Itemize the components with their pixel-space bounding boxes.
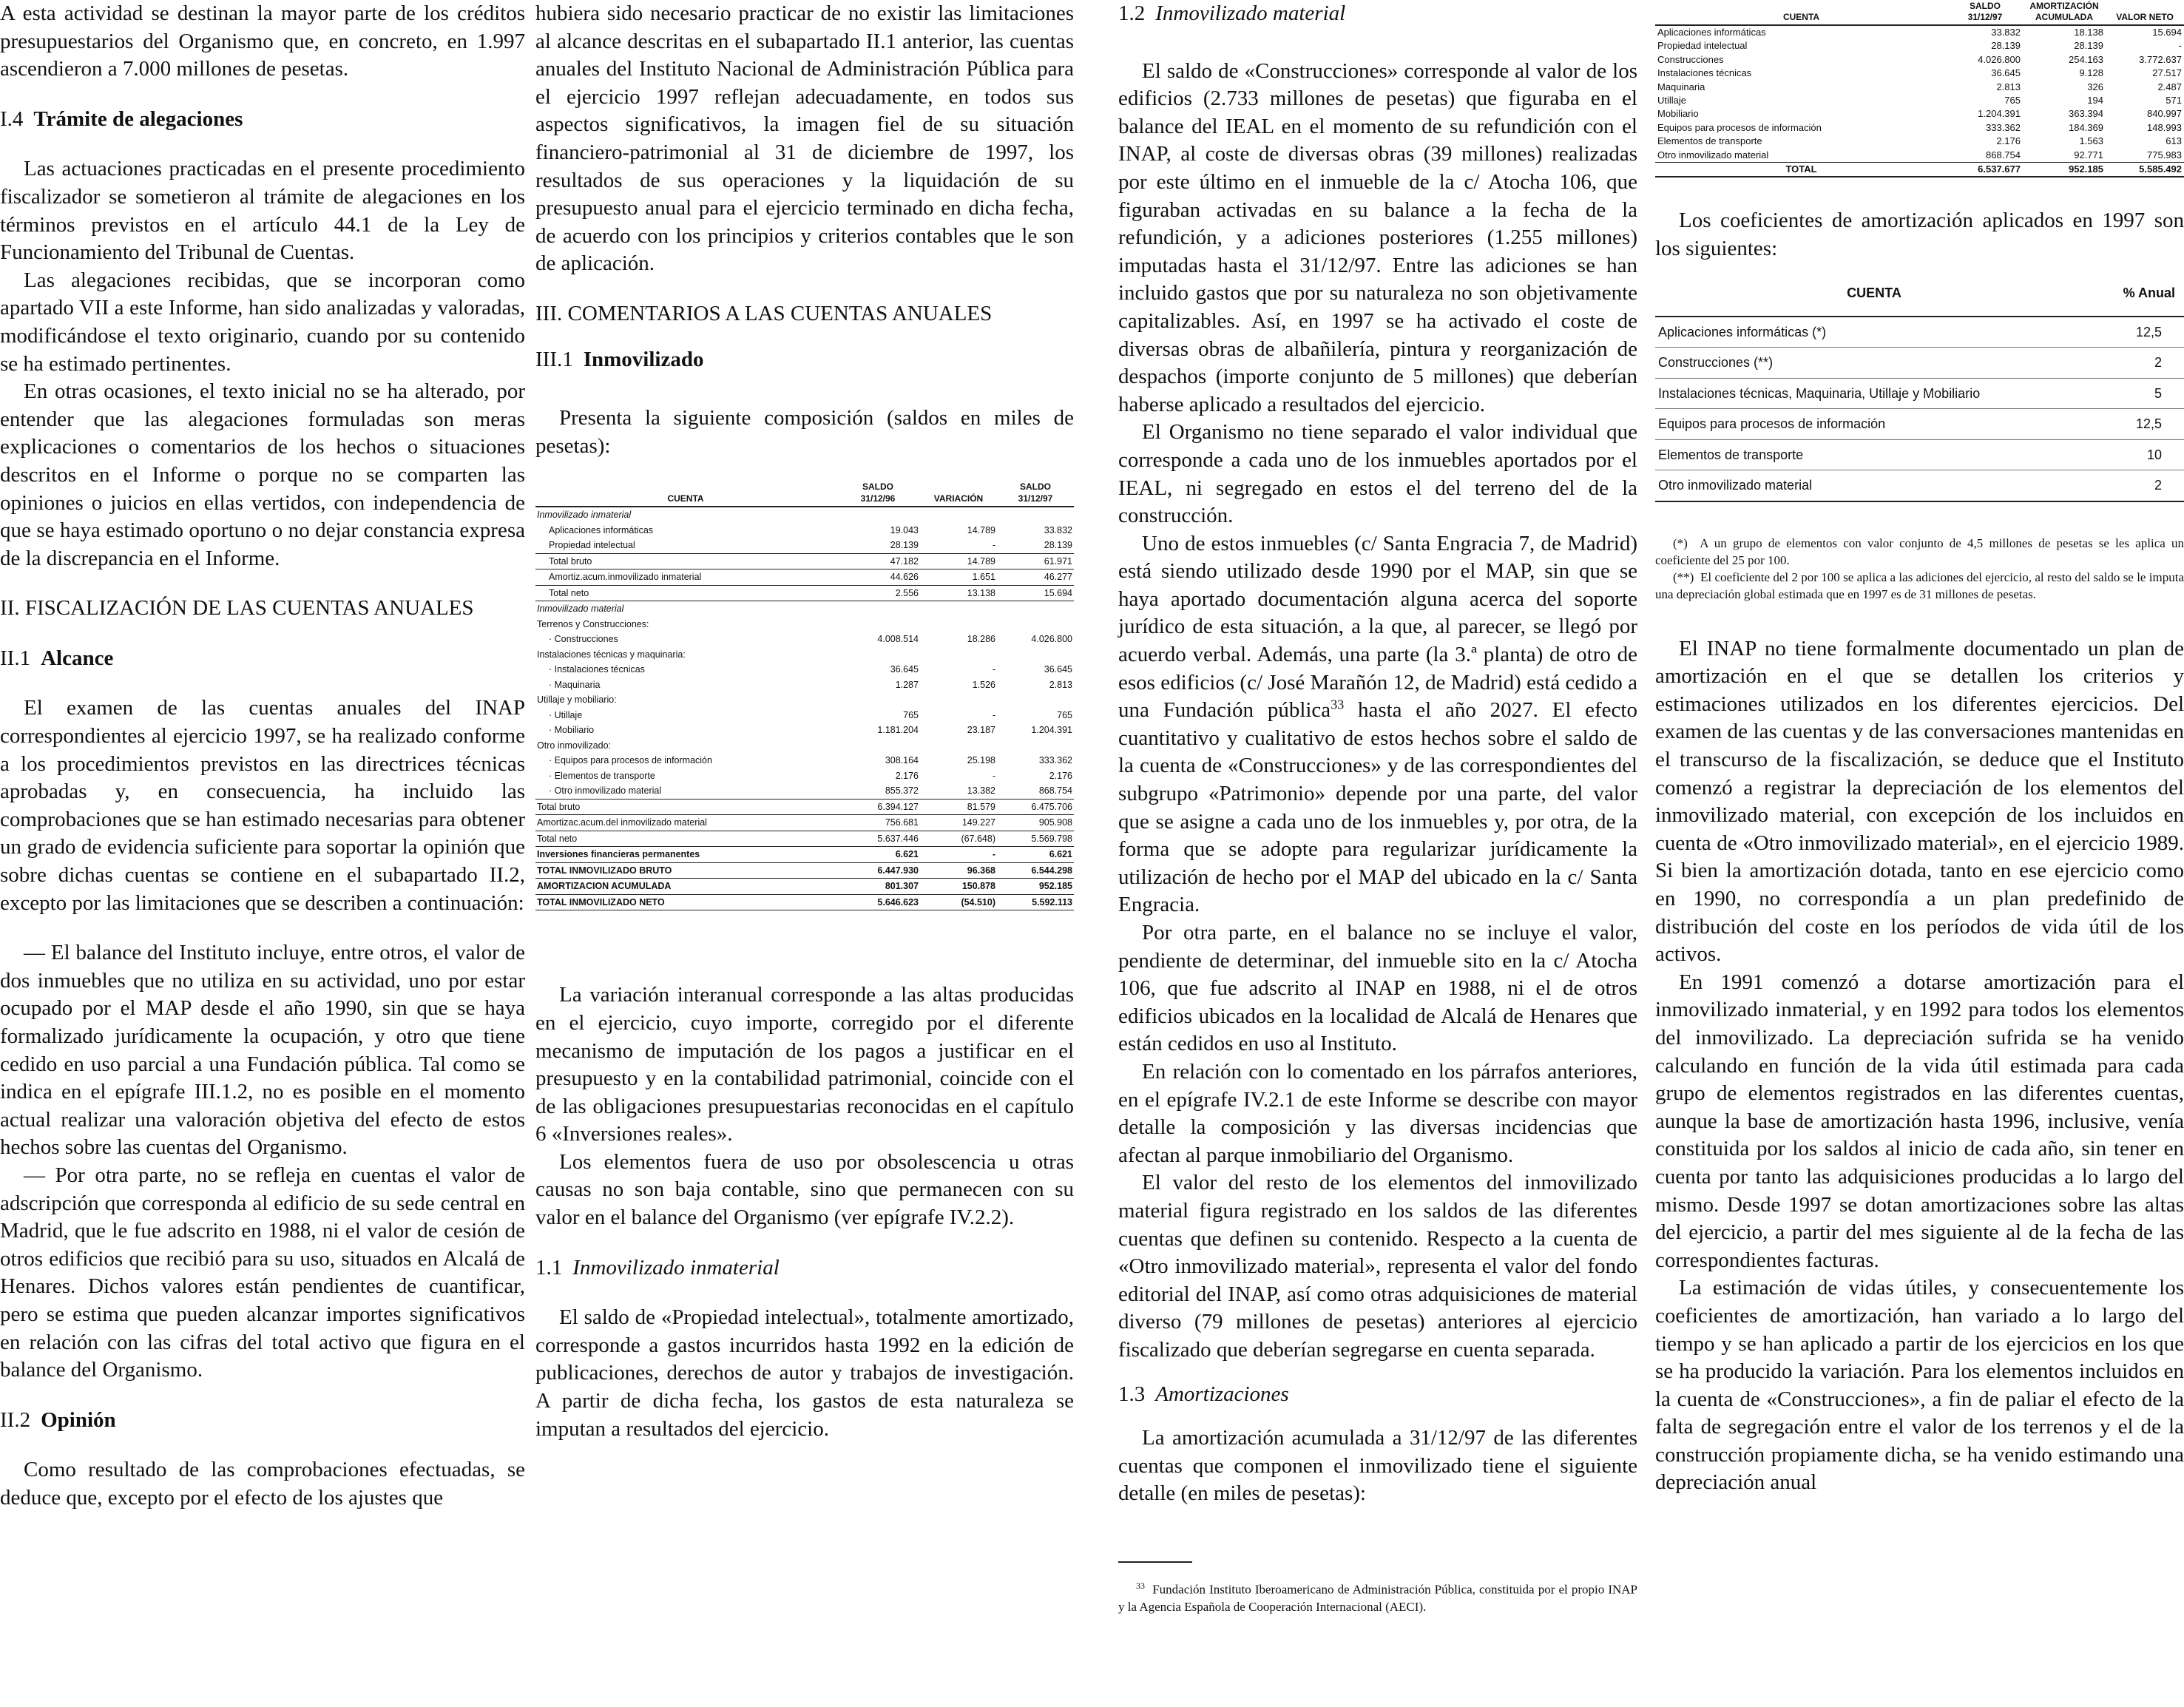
table1-cell-label: · Utillaje — [549, 709, 583, 720]
table3-row — [1655, 439, 2184, 470]
table1-row — [535, 647, 1074, 663]
table1-row — [535, 662, 1074, 677]
paragraph-variacion: La variación interanual corresponde a las altas producidas en el ejercicio, cuyo importe, corregido por el diferente mecanismo de imputación de los pagos a justificar en el presupuesto y en la contabilidad patrimonial, coincide con el de las obligaciones presupuestarias reconocidas en el capítulo 6 «Inversiones reales». — [535, 983, 1074, 1146]
table1-row — [535, 617, 1074, 632]
table2-cell-label: Propiedad intelectual — [1657, 40, 1748, 52]
heading-material: 1.2 Inmovilizado material — [1118, 1, 1346, 25]
paragraph-fuera-uso: Los elementos fuera de uso por obsolescencia u otras causas no son baja contable, sino que permanecen con su valor en el balance del Organismo (ver epígrafe IV.2.2). — [535, 1149, 1074, 1230]
table1-cell-label: Inversiones financieras permanentes — [535, 847, 836, 863]
table1-cell-value: 2.556 — [836, 585, 920, 601]
table1-cell-value: 19.043 — [890, 524, 919, 535]
table1-cell-value — [920, 601, 997, 617]
table1-cell-value: 2.813 — [1049, 679, 1072, 690]
table3-cell-label: Elementos de transporte — [1655, 439, 2093, 470]
paragraph-coeficientes: Los coeficientes de amortización aplicados en 1997 son los siguientes: — [1655, 209, 2184, 261]
table2-total-row: TOTAL 6.537.677 952.185 5.585.492 — [1655, 163, 2184, 178]
table2-cell-value: 765 — [2004, 95, 2021, 107]
table2-row — [1655, 81, 2184, 94]
table1-cell-value — [836, 738, 920, 754]
table2-cell-value: 3.772.637 — [2139, 53, 2182, 65]
paragraph-propiedad: El saldo de «Propiedad intelectual», totalmente amortizado, corresponde a gastos incurridos hasta 1992 en la edición de publicaciones, derechos de autor y trabajos de investigación. A partir de dicha fecha, los gastos de esta naturaleza se imputan a resultados del ejercicio. — [535, 1305, 1074, 1441]
table2-cell-value: 333.362 — [1986, 121, 2021, 133]
table2-cell-label: Construcciones — [1657, 53, 1724, 65]
heading-inmaterial: 1.1 Inmovilizado inmaterial — [535, 1255, 780, 1280]
table2-cell-value: 571 — [2166, 95, 2182, 107]
paragraph-alegaciones-3: En otras ocasiones, el texto inicial no se ha alterado, por entender que las alegaciones formuladas son meras explicaciones o comentarios de los hechos o situaciones descritos en el Informe o porque no se comparten las opiniones o juicios en ellas vertidos, con independencia de que se haya estimado oportuno o no dejar constancia expresa de la discrepancia en el Informe. — [0, 379, 525, 570]
table3-cell-label: Aplicaciones informáticas (*) — [1655, 317, 2093, 348]
table1-cell-value: - — [992, 540, 995, 551]
table2-row — [1655, 94, 2184, 107]
table1-cell-label: · Mobiliario — [549, 725, 595, 736]
table1-cell-value — [920, 507, 997, 523]
table3-header-pct: % Anual — [2123, 285, 2175, 301]
table1-cell-value: 5.646.623 — [836, 894, 920, 910]
table1-cell-value: 47.182 — [836, 553, 920, 569]
footnote-ref-33: 33 — [1331, 697, 1345, 712]
paragraph-resto: El valor del resto de los elementos del inmovilizado material figura registrado en los saldos de las diferentes cuentas que definen su contenido. Respecto a la cuenta de «Otro inmovilizado material», representa el valor del fondo editorial del INAP, así como otras adquisiciones de material diverso (79 millones de pesetas) anteriores al ejercicio fiscalizado que deberían segregarse en cuenta separada. — [1118, 1171, 1637, 1362]
table2-cell-value: 18.138 — [2074, 27, 2103, 38]
table1-row — [535, 523, 1074, 538]
table1-cell-value: 13.382 — [967, 785, 995, 797]
table1-cell-value — [997, 738, 1074, 754]
table1-row — [535, 708, 1074, 723]
table2-cell-value: 2.487 — [2157, 81, 2182, 92]
table1-cell-value: 15.694 — [997, 585, 1074, 601]
table1-cell-value: (67.648) — [920, 831, 997, 847]
column-1 — [0, 0, 525, 1512]
table2-cell-value: 363.394 — [2069, 108, 2103, 120]
table1-cell-value: 2.176 — [895, 770, 919, 781]
table1-cell-value: 333.362 — [1038, 755, 1072, 766]
table1-cell-value: 5.637.446 — [836, 831, 920, 847]
table1-cell-value: 6.447.930 — [836, 862, 920, 879]
table3-cell-value: 10 — [2093, 439, 2184, 470]
table2-cell-label: Mobiliario — [1657, 108, 1699, 120]
table2-cell-label: Instalaciones técnicas — [1657, 67, 1752, 79]
table1-header-variacion: VARIACIÓN — [933, 493, 984, 504]
table3-row — [1655, 348, 2184, 379]
table3-cell-label: Equipos para procesos de información — [1655, 409, 2093, 440]
table1-cell-value — [997, 647, 1074, 663]
table1-cell-value: 308.164 — [885, 755, 919, 766]
table3-cell-label: Instalaciones técnicas, Maquinaria, Utillaje y Mobiliario — [1655, 378, 2093, 409]
table3-cell-value: 2 — [2093, 470, 2184, 501]
paragraph-construcciones: El saldo de «Construcciones» corresponde al valor de los edificios (2.733 millones de pesetas) que figuraba en el balance del IEAL en el momento de su refundición con el INAP, al coste de diversas obras (39 millones) realizadas por este último en el inmueble de la c/ Atocha 106, que figuraban activadas en su balance a la fecha de la refundición, y a adiciones posteriores (1.255 millones) imputadas hasta el 31/12/97. Entre las adiciones se han incluido gastos que por su naturaleza no son objetivamente capitalizables. Así, en 1997 se ha activado el coste de diversas obras de albañilería, pintura y reorganización de despachos (importe conjunto de 5 millones) que deberían haberse aplicado a resultados del ejercicio. — [1118, 58, 1637, 416]
table1-cell-value: 6.621 — [997, 847, 1074, 863]
table1-cell-value: 61.971 — [997, 553, 1074, 569]
table1-cell-value — [836, 692, 920, 708]
table1-cell-value: 765 — [1057, 709, 1072, 720]
table1-cell-value: 14.789 — [920, 553, 997, 569]
table1-cell-value — [836, 601, 920, 617]
table1-row — [535, 585, 1074, 601]
table1-cell-label: Utillaje y mobiliario: — [537, 694, 617, 706]
table1-cell-label: · Construcciones — [549, 634, 618, 645]
table1-cell-value: 28.139 — [890, 540, 919, 551]
table3-cell-label: Otro inmovilizado material — [1655, 470, 2093, 501]
table1-cell-value: 905.908 — [997, 815, 1074, 831]
paragraph-alegaciones-1: Las actuaciones practicadas en el presente procedimiento fiscalizador se sometieron al trámite de alegaciones en los términos previstos en el artículo 44.1 de la Ley de Funcionamiento del Tribunal de Cuentas. — [0, 157, 525, 265]
table1-cell-label: AMORTIZACION ACUMULADA — [535, 879, 836, 895]
table1-cell-value: 25.198 — [967, 755, 995, 766]
table2-row — [1655, 53, 2184, 67]
table2-cell-value: 613 — [2166, 135, 2182, 147]
table1-cell-value: 4.026.800 — [1031, 634, 1072, 645]
table1-row — [535, 799, 1074, 815]
table1-cell-value: 36.645 — [1044, 664, 1072, 675]
table1-cell-value: 96.368 — [920, 862, 997, 879]
table2-header-cuenta: CUENTA — [1782, 12, 1820, 22]
table1-cell-value: 6.475.706 — [997, 799, 1074, 815]
table1-cell-value: 81.579 — [920, 799, 997, 815]
table1-row — [535, 538, 1074, 553]
table1-header-saldo96: SALDO 31/12/96 — [860, 481, 896, 504]
table1-cell-value: 4.008.514 — [877, 634, 919, 645]
table2-cell-label: Aplicaciones informáticas — [1657, 27, 1766, 38]
table1-cell-value — [997, 507, 1074, 523]
heading-opinion: II.2 Opinión — [0, 1407, 116, 1432]
table1-row — [535, 831, 1074, 847]
table2-row — [1655, 25, 2184, 39]
table1-cell-label: Instalaciones técnicas y maquinaria: — [537, 649, 686, 660]
heading-fiscalizacion: II. FISCALIZACIÓN DE LAS CUENTAS ANUALES — [0, 596, 474, 621]
table-coeficientes — [1655, 272, 2184, 502]
paragraph-alcance-2: — El balance del Instituto incluye, entre otros, el valor de dos inmuebles que no utiliza en su actividad, uno por estar ocupado por el MAP desde el año 1990, sin que se haya formalizado jurídicamente la ocupación, y otro que tiene cedido en uso parcial a una Fundación pública. Tal como se indica en el epígrafe III.1.2, no es posible en el momento actual realizar una valoración objetiva del efecto de estos hechos sobre las cuentas del Organismo. — [0, 941, 525, 1160]
table1-row — [535, 723, 1074, 738]
table1-cell-value — [920, 617, 997, 632]
table1-cell-value: - — [992, 709, 995, 720]
table1-cell-value: 6.394.127 — [836, 799, 920, 815]
table1-cell-value: 801.307 — [836, 879, 920, 895]
table1-row — [535, 894, 1074, 910]
table1-cell-value: 1.287 — [895, 679, 919, 690]
table1-cell-value: 44.626 — [836, 569, 920, 586]
column-3 — [1118, 0, 1637, 1615]
paragraph-relacion: En relación con lo comentado en los párrafos anteriores, en el epígrafe IV.2.1 de este Informe se describe con mayor detalle la composición y las diversas incidencias que afectan al parque inmobiliario del Organismo. — [1118, 1059, 1637, 1167]
table2-cell-value: 194 — [2087, 95, 2103, 107]
table1-cell-label: Total bruto — [535, 553, 836, 569]
table1-header-cuenta: CUENTA — [667, 493, 704, 504]
table1-cell-value: 5.592.113 — [997, 894, 1074, 910]
table2-row — [1655, 107, 2184, 121]
table2-cell-label: Utillaje — [1657, 95, 1687, 107]
table1-cell-label: Otro inmovilizado: — [537, 740, 612, 751]
table2-cell-value: 36.645 — [1991, 67, 2021, 79]
table1-cell-value — [920, 692, 997, 708]
footnote-asterisk-1: (*) A un grupo de elementos con valor conjunto de 4,5 millones de pesetas se les aplica un coeficiente del 25 por 100. — [1655, 535, 2184, 567]
paragraph-separado: El Organismo no tiene separado el valor individual que corresponde a cada uno de los inmuebles aportados por el IEAL, ni segregado en estos el del terreno del de la construcción. — [1118, 420, 1637, 528]
table1-cell-label: Propiedad intelectual — [549, 540, 635, 551]
table2-row — [1655, 67, 2184, 80]
table1-cell-label: TOTAL INMOVILIZADO NETO — [535, 894, 836, 910]
table1-cell-value: 6.621 — [836, 847, 920, 863]
table1-row — [535, 847, 1074, 863]
table2-cell-label: Maquinaria — [1657, 81, 1705, 92]
paragraph-amortizacion: La amortización acumulada a 31/12/97 de las diferentes cuentas que componen el inmovilizado tiene el siguiente detalle (en miles de pesetas): — [1118, 1426, 1637, 1506]
table1-row — [535, 692, 1074, 708]
table1-row — [535, 553, 1074, 569]
table1-cell-value: 149.227 — [920, 815, 997, 831]
table1-cell-value: 36.645 — [890, 664, 919, 675]
table1-cell-value: - — [992, 664, 995, 675]
table3-cell-value: 2 — [2093, 348, 2184, 379]
table2-cell-value: 15.694 — [2152, 27, 2182, 38]
paragraph-intro: A esta actividad se destinan la mayor parte de los créditos presupuestarios del Organismo que, en concreto, en 1.997 ascendieron a 7.000 millones de pesetas. — [0, 1, 525, 81]
table3-cell-label: Construcciones (**) — [1655, 348, 2093, 379]
column-2 — [535, 0, 1074, 1443]
table2-cell-value: 184.369 — [2069, 121, 2103, 133]
paragraph-santa-engracia: Uno de estos inmuebles (c/ Santa Engracia 7, de Madrid) está siendo utilizado desde 1990 por el MAP, sin que se haya aportado documentación alguna acerca del soporte jurídico de esta situación, a la que, al parecer, se llegó por acuerdo verbal. Además, una parte (la 3.ª planta) de otro de esos edificios (c/ José Marañón 12, de Madrid) está cedido a una Fundación pública$^{33}$ hasta el año 2027. El efecto cuantitativo y cualitativo de estos hechos sobre el saldo de la cuenta de «Construcciones» y de las correspondientes del subgrupo «Patrimonio» depende por una parte, del valor que se asigne a cada uno de los inmuebles y, por otra, de la forma que se adopte para regularizar jurídicamente la utilización de hecho por el MAP del ubicado en la c/ Santa Engracia. — [1118, 531, 1637, 917]
table2-cell-label: Equipos para procesos de información — [1657, 121, 1822, 133]
table1-row — [535, 768, 1074, 784]
table2-row — [1655, 39, 2184, 53]
table2-cell-value: 254.163 — [2069, 53, 2103, 65]
table1-row — [535, 879, 1074, 895]
table1-cell-value: - — [920, 847, 997, 863]
table2-cell-label: Elementos de transporte — [1657, 135, 1762, 147]
table1-row — [535, 569, 1074, 586]
table1-row — [535, 783, 1074, 799]
footnote-33: $^{33}$ Fundación Instituto Iberoamericano de Administración Pública, constituida por el propio INAP y la Agencia Española de Cooperación Internacional (AECI). — [1118, 1580, 1637, 1614]
table1-cell-value: - — [992, 770, 995, 781]
table2-cell-value: 1.204.391 — [1978, 108, 2021, 120]
table3-header-cuenta: CUENTA — [1847, 285, 1901, 301]
table1-row — [535, 753, 1074, 768]
table1-row — [535, 507, 1074, 523]
table1-cell-value: 855.372 — [885, 785, 919, 797]
table1-cell-value: 46.277 — [997, 569, 1074, 586]
table1-cell-value: 13.138 — [920, 585, 997, 601]
table1-cell-label: Total neto — [535, 831, 836, 847]
table3-cell-value: 12,5 — [2093, 317, 2184, 348]
paragraph-alcance-1: El examen de las cuentas anuales del INAP correspondientes al ejercicio 1997, se ha realizado conforme a los procedimientos previstos en las directrices técnicas aprobadas y, en consecuencia, ha incluido las comprobaciones que se han estimado necesarias para obtener un grado de evidencia suficiente para soportar la opinión que sobre dichas cuentas se contiene en el subapartado II.2, excepto por las limitaciones que se describen a continuación: — [0, 696, 525, 915]
table2-cell-value: 1.563 — [2079, 135, 2103, 147]
table2-header-valor-neto: VALOR NETO — [2116, 12, 2174, 22]
table-composicion-inmovilizado — [535, 481, 1074, 910]
column-4 — [1655, 0, 2184, 1497]
table2-cell-label: Otro inmovilizado material — [1657, 149, 1769, 160]
table1-cell-label: · Otro inmovilizado material — [549, 785, 662, 797]
table1-cell-value: 1.181.204 — [877, 725, 919, 736]
table1-cell-value — [836, 617, 920, 632]
table2-cell-value: 92.771 — [2074, 149, 2103, 160]
paragraph-opinion-cont: hubiera sido necesario practicar de no existir las limitaciones al alcance descritas en el subapartado II.1 anterior, las cuentas anuales del Instituto Nacional de Administración Pública para el ejercicio 1997 reflejan adecuadamente, en todos sus aspectos significativos, la imagen fiel de su situación financiero-patrimonial al 31 de diciembre de 1997, los resultados de sus operaciones y la liquidación de su presupuesto anual para el ejercicio terminado en dicha fecha, de acuerdo con los principios y criterios contables que le son de aplicación. — [535, 1, 1074, 276]
table1-cell-label: · Maquinaria — [549, 679, 601, 690]
table1-cell-label: · Equipos para procesos de información — [549, 755, 712, 766]
table1-header-saldo97: SALDO 31/12/97 — [1018, 481, 1053, 504]
table1-cell-label: · Instalaciones técnicas — [549, 664, 645, 675]
table1-cell-value: 18.286 — [967, 634, 995, 645]
paragraph-opinion: Como resultado de las comprobaciones efectuadas, se deduce que, excepto por el efecto de los ajustes que — [0, 1458, 525, 1510]
table2-cell-value: 2.813 — [1996, 81, 2021, 92]
table1-cell-label: Aplicaciones informáticas — [549, 524, 654, 535]
table1-cell-value: 868.754 — [1038, 785, 1072, 797]
table2-cell-value: 868.754 — [1986, 149, 2021, 160]
paragraph-composicion: Presenta la siguiente composición (saldos en miles de pesetas): — [535, 406, 1074, 458]
table2-cell-value: 28.139 — [2074, 40, 2103, 52]
table1-cell-value: 28.139 — [1044, 540, 1072, 551]
heading-inmovilizado: III.1 Inmovilizado — [535, 347, 704, 371]
table2-cell-value: 27.517 — [2152, 67, 2182, 79]
table2-cell-value: 840.997 — [2147, 108, 2182, 120]
table1-cell-value: 765 — [903, 709, 919, 720]
paragraph-vidas-utiles: La estimación de vidas útiles, y consecuentemente los coeficientes de amortización, han variado a lo largo del tiempo y se han aplicado a partir de los ejercicios en los que se ha producido la variación. Para los elementos incluidos en la cuenta de «Construcciones», a fin de paliar el efecto de la falta de segregación entre el valor de los terrenos y el de la construcción propiamente dicha, se ha venido estimando una depreciación anual — [1655, 1276, 2184, 1495]
table1-row — [535, 677, 1074, 693]
table1-cell-label: · Elementos de transporte — [549, 770, 655, 781]
table1-cell-value — [836, 647, 920, 663]
table1-row — [535, 815, 1074, 831]
table1-cell-label: Amortizac.acum.del inmovilizado material — [535, 815, 836, 831]
table1-cell-value — [920, 647, 997, 663]
table2-header-saldo: SALDO 31/12/97 — [1967, 1, 2003, 22]
table2-cell-value: - — [2178, 40, 2182, 52]
table1-row — [535, 601, 1074, 617]
paragraph-plan-amortizacion: El INAP no tiene formalmente documentado un plan de amortización en el que se detallen los criterios y estimaciones utilizados en los diferentes ejercicios. Del examen de las cuentas y de las conversaciones mantenidas en el transcurso de la fiscalización, se deduce que el Instituto comenzó a registrar la depreciación de los elementos del inmovilizado material, con excepción de los incluidos en cuenta de «Otro inmovilizado material», en el ejercicio 1989. Si bien la amortización dotada, tanto en ese ejercicio como en 1990, no correspondía a un plan predefinido de distribución del coste en los períodos de vida útil de los activos. — [1655, 636, 2184, 967]
table3-cell-value: 5 — [2093, 378, 2184, 409]
table1-cell-value: 1.526 — [972, 679, 995, 690]
table3-row — [1655, 409, 2184, 440]
table1-cell-label: TOTAL INMOVILIZADO BRUTO — [535, 862, 836, 879]
table1-cell-value: 150.878 — [920, 879, 997, 895]
table1-cell-value: 1.204.391 — [1031, 725, 1072, 736]
table1-cell-value: 952.185 — [997, 879, 1074, 895]
paragraph-atocha: Por otra parte, en el balance no se incluye el valor, pendiente de determinar, del inmueble sito en la c/ Atocha 106, que fue adscrito al INAP en 1988, ni el de otros edificios ubicados en la localidad de Alcalá de Henares que están cedidos en uso al Instituto. — [1118, 921, 1637, 1056]
table1-cell-value — [836, 507, 920, 523]
table1-cell-value — [997, 617, 1074, 632]
table1-cell-value — [920, 738, 997, 754]
table2-cell-value: 28.139 — [1991, 40, 2021, 52]
table1-cell-value: 5.569.798 — [997, 831, 1074, 847]
table3-row — [1655, 470, 2184, 501]
table2-cell-value: 775.983 — [2147, 149, 2182, 160]
table1-cell-label: Amortiz.acum.inmovilizado inmaterial — [535, 569, 836, 586]
table1-cell-label: Inmovilizado inmaterial — [537, 510, 632, 521]
table2-cell-value: 148.993 — [2147, 121, 2182, 133]
table1-cell-label: Total bruto — [535, 799, 836, 815]
table1-cell-value: 6.544.298 — [997, 862, 1074, 879]
heading-amortizaciones: 1.3 Amortizaciones — [1118, 1382, 1289, 1406]
paragraph-alcance-3: — Por otra parte, no se refleja en cuentas el valor de adscripción que corresponda al edificio de su sede central en Madrid, que le fue adscrito en 1988, ni el valor de cesión de otros edificios que recibió para su uso, situados en Alcalá de Henares. Dichos valores están pendientes de cuantificar, pero se estima que pueden alcanzar importes significativos en relación con las cifras del total activo que figura en el balance del Organismo. — [0, 1163, 525, 1382]
table1-row — [535, 862, 1074, 879]
footnote-asterisk-2: (**) El coeficiente del 2 por 100 se aplica a las adiciones del ejercicio, al resto del saldo se le imputa una depreciación global estimada que en 1997 es de 31 millones de pesetas. — [1655, 569, 2184, 601]
table1-cell-value: 756.681 — [836, 815, 920, 831]
table1-cell-value: (54.510) — [920, 894, 997, 910]
table1-cell-value — [997, 692, 1074, 708]
table2-cell-value: 326 — [2087, 81, 2103, 92]
table2-cell-value: 4.026.800 — [1978, 53, 2021, 65]
table1-cell-label: Terrenos y Construcciones: — [537, 618, 649, 629]
paragraph-alegaciones-2: Las alegaciones recibidas, que se incorporan como apartado VII a este Informe, han sido analizadas y valoradas, modificándose el texto originario, cuando por su contenido se ha estimado pertinentes. — [0, 268, 525, 376]
table1-cell-value: 33.832 — [1044, 524, 1072, 535]
table2-cell-value: 9.128 — [2079, 67, 2103, 79]
table2-row — [1655, 121, 2184, 135]
table1-cell-value: 23.187 — [967, 725, 995, 736]
heading-tramite: I.4 Trámite de alegaciones — [0, 107, 243, 131]
paragraph-1991: En 1991 comenzó a dotarse amortización para el inmovilizado inmaterial, y en 1992 para todos los elementos del inmovilizado. La depreciación sufrida se ha venido calculando en función de la vida útil estimada para cada grupo de elementos registrados en las diferentes cuentas, aunque la base de amortización hasta 1996, inclusive, venía constituida por los saldos al inicio de cada año, sin tener en cuenta por tanto las adquisiciones producidas a lo largo del mismo. Desde 1997 se dotan amortizaciones sobre las altas del ejercicio, a partir del mes siguiente al de la fecha de las correspondientes facturas. — [1655, 970, 2184, 1272]
table2-cell-value: 33.832 — [1991, 27, 2021, 38]
table3-cell-value: 12,5 — [2093, 409, 2184, 440]
heading-alcance: II.1 Alcance — [0, 646, 114, 670]
table1-cell-value: 2.176 — [1049, 770, 1072, 781]
table1-cell-label: Total neto — [535, 585, 836, 601]
table1-cell-label: Inmovilizado material — [537, 604, 624, 615]
table3-row — [1655, 378, 2184, 409]
table-amortizacion-acumulada — [1655, 0, 2184, 178]
table1-cell-value: 14.789 — [967, 524, 995, 535]
table1-row — [535, 738, 1074, 754]
table3-row — [1655, 317, 2184, 348]
table2-header-amortizacion: AMORTIZACIÓN ACUMULADA — [2029, 1, 2099, 22]
table1-row — [535, 632, 1074, 647]
heading-comentarios: III. COMENTARIOS A LAS CUENTAS ANUALES — [535, 301, 993, 325]
table1-cell-value — [997, 601, 1074, 617]
table1-cell-value: 1.651 — [920, 569, 997, 586]
table2-cell-value: 2.176 — [1996, 135, 2021, 147]
table2-row — [1655, 149, 2184, 163]
table2-row — [1655, 135, 2184, 148]
